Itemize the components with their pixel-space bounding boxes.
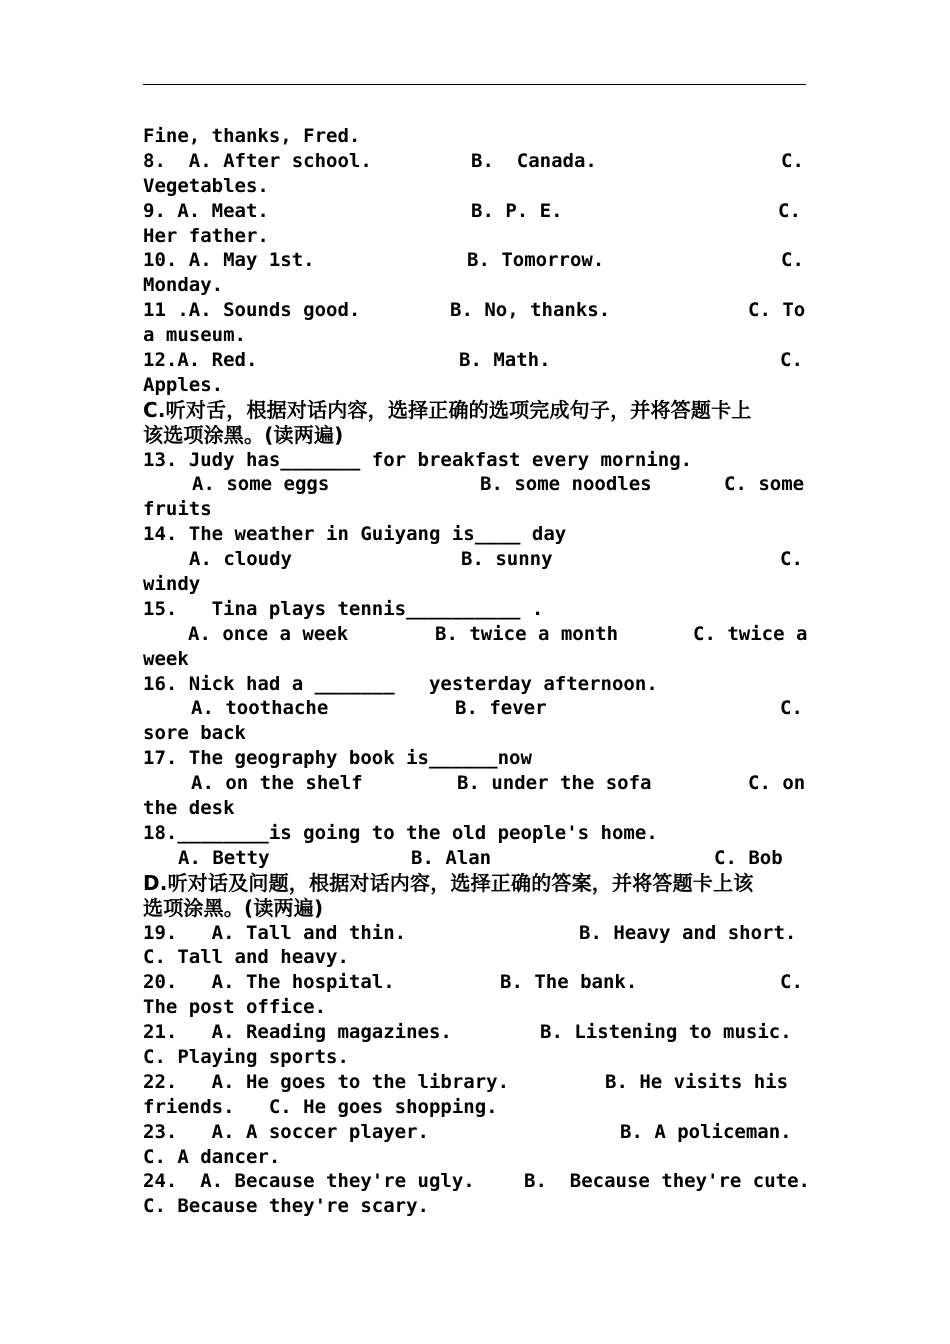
q19-option-b: B. Heavy and short. [579, 921, 797, 944]
q17-continuation: the desk [143, 797, 235, 820]
q13-options [143, 472, 806, 497]
q11-option-b: B. No, thanks. [450, 299, 611, 322]
q18-option-c: C. Bob [714, 846, 783, 869]
q16-options [143, 696, 806, 721]
q14-continuation: windy [143, 573, 201, 596]
q9-option-b: B. P. E. [471, 199, 563, 222]
section-d-heading: D.听对话及问题，根据对话内容，选择正确的答案，并将答题卡上该 [143, 870, 754, 895]
q12-option-a: 12.A. Red. [143, 349, 258, 372]
section-c-heading: C.听对舌，根据对话内容，选择正确的选项完成句子，并将答题卡上 [143, 397, 752, 422]
q8-option-c: C. [781, 149, 804, 172]
q15-option-b: B. twice a month [435, 622, 619, 645]
q24-continuation: C. Because they're scary. [143, 1195, 429, 1218]
q16-continuation: sore back [143, 722, 246, 745]
q19-option-a: 19. A. Tall and thin. [143, 921, 407, 944]
q18-option-b: B. Alan [411, 846, 492, 869]
q23-option-a: 23. A. A soccer player. [143, 1120, 429, 1143]
q13-option-c: C. some [724, 473, 805, 496]
question-21 [143, 1020, 806, 1045]
question-15: 15. Tina plays tennis__________ . [143, 597, 544, 620]
q8-option-a: 8. A. After school. [143, 149, 372, 172]
q23-continuation: C. A dancer. [143, 1145, 281, 1168]
question-19 [143, 921, 806, 946]
q12-option-b: B. Math. [459, 349, 551, 372]
q14-option-c: C. [780, 548, 803, 571]
q17-option-a: A. on the shelf [191, 772, 363, 795]
section-d-heading-cont: 选项涂黑。(读两遍) [143, 895, 324, 920]
q13-continuation: fruits [143, 498, 212, 521]
q12-continuation: Apples. [143, 373, 224, 396]
q17-option-b: B. under the sofa [457, 772, 652, 795]
question-17: 17. The geography book is______now [143, 747, 532, 770]
q14-options [143, 547, 806, 572]
q24-option-b: B. Because they're cute. [524, 1170, 810, 1193]
exam-page [143, 124, 810, 1219]
question-14: 14. The weather in Guiyang is____ day [143, 523, 567, 546]
q16-option-a: A. toothache [191, 697, 329, 720]
q15-option-a: A. once a week [188, 622, 349, 645]
q21-continuation: C. Playing sports. [143, 1045, 349, 1068]
q15-options [143, 622, 806, 647]
q21-option-a: 21. A. Reading magazines. [143, 1021, 452, 1044]
q20-continuation: The post office. [143, 996, 327, 1019]
q11-option-a: 11 .A. Sounds good. [143, 299, 361, 322]
q20-option-a: 20. A. The hospital. [143, 971, 395, 994]
q9-continuation: Her father. [143, 224, 269, 247]
q9-option-a: 9. A. Meat. [143, 199, 269, 222]
answer-line: Fine, thanks, Fred. [143, 125, 361, 147]
q24-option-a: 24. A. Because they're ugly. [143, 1170, 475, 1193]
question-23 [143, 1120, 806, 1145]
q14-option-a: A. cloudy [189, 548, 292, 571]
question-24 [143, 1169, 810, 1194]
q22-option-b: B. He visits his [605, 1070, 789, 1093]
question-11 [143, 298, 806, 323]
q17-options [143, 771, 806, 796]
q17-option-c: C. on [748, 772, 806, 795]
q9-option-c: C. [778, 199, 801, 222]
question-13: 13. Judy has_______ for breakfast every morning. [143, 448, 693, 471]
q15-option-c: C. twice a [693, 622, 808, 645]
q8-option-b: B. Canada. [471, 149, 597, 172]
q16-option-b: B. fever [455, 697, 547, 720]
question-10 [143, 248, 806, 273]
header-rule [143, 84, 806, 85]
q10-continuation: Monday. [143, 274, 224, 297]
q22-option-a: 22. A. He goes to the library. [143, 1070, 510, 1093]
section-c-heading-cont: 该选项涂黑。(读两遍) [143, 422, 344, 447]
q11-option-c: C. To [748, 299, 806, 322]
q15-continuation: week [143, 647, 189, 670]
q10-option-b: B. Tomorrow. [467, 249, 605, 272]
question-18: 18.________is going to the old people's home. [143, 821, 658, 844]
q22-continuation: friends. C. He goes shopping. [143, 1095, 498, 1118]
question-20 [143, 970, 806, 995]
q16-option-c: C. [780, 697, 803, 720]
q13-option-a: A. some eggs [192, 473, 330, 496]
q20-option-c: C. [780, 971, 803, 994]
q19-continuation: C. Tall and heavy. [143, 946, 349, 969]
q12-option-c: C. [780, 349, 803, 372]
question-16: 16. Nick had a _______ yesterday afternoon. [143, 672, 658, 695]
question-22 [143, 1070, 806, 1095]
q14-option-b: B. sunny [461, 548, 553, 571]
q20-option-b: B. The bank. [500, 971, 638, 994]
q8-continuation: Vegetables. [143, 174, 269, 197]
q23-option-b: B. A policeman. [620, 1120, 792, 1143]
q10-option-a: 10. A. May 1st. [143, 249, 315, 272]
q21-option-b: B. Listening to music. [540, 1021, 792, 1044]
question-12 [143, 348, 806, 373]
question-8 [143, 149, 806, 174]
q10-option-c: C. [781, 249, 804, 272]
q13-option-b: B. some noodles [480, 473, 652, 496]
q11-continuation: a museum. [143, 324, 246, 347]
q18-option-a: A. Betty [178, 846, 270, 869]
q18-options [143, 846, 806, 871]
question-9 [143, 199, 806, 224]
